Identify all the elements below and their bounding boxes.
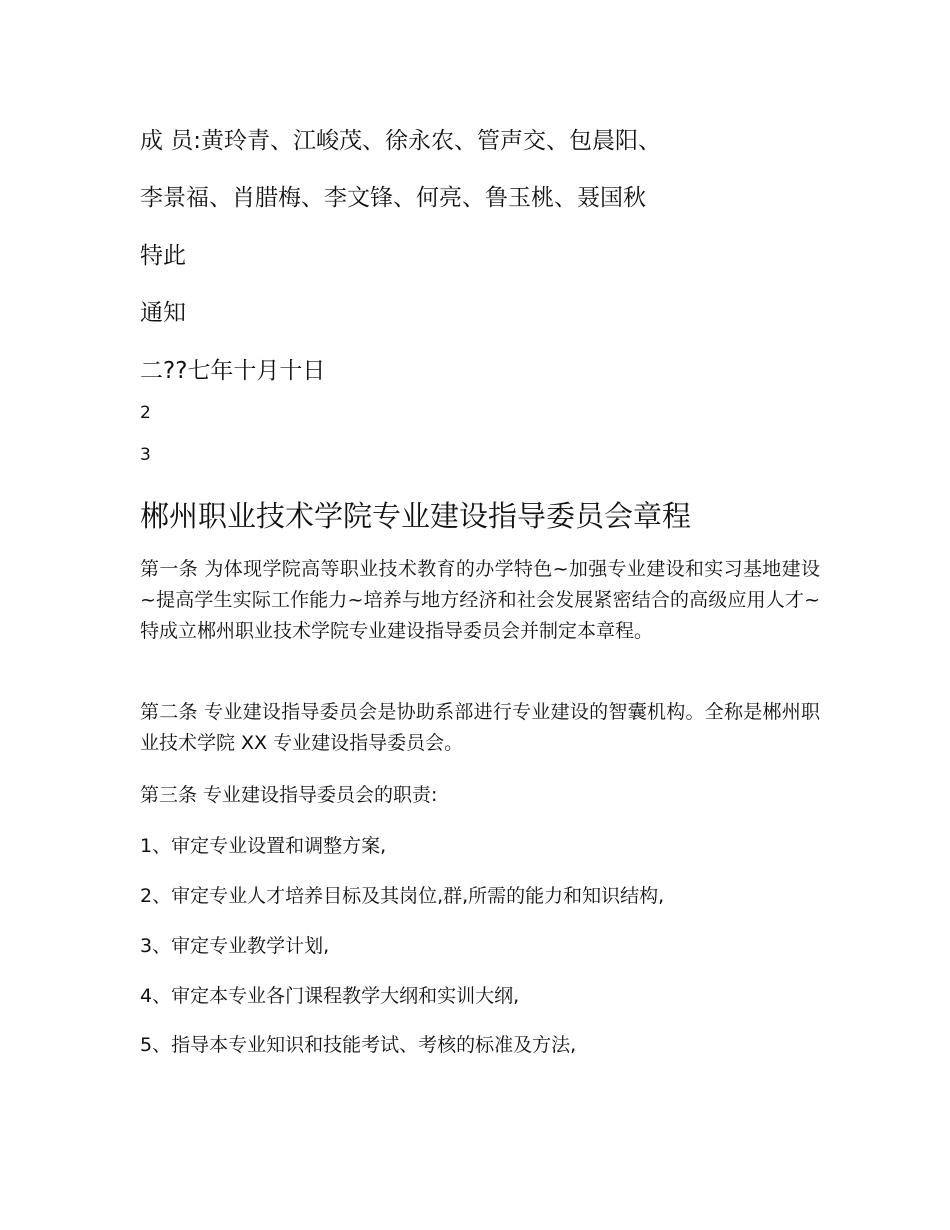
members-line-2: 李景福、肖腊梅、李文锋、何亮、鲁玉桃、聂国秋 xyxy=(140,185,646,211)
page-number-2: 2 xyxy=(140,403,151,423)
duty-item-3: 3、审定专业教学计划, xyxy=(140,935,330,957)
duty-item-5: 5、指导本专业知识和技能考试、考核的标准及方法, xyxy=(140,1034,577,1056)
members-line-1: 成 员:黄玲青、江峻茂、徐永农、管声交、包晨阳、 xyxy=(140,128,662,154)
duty-item-2: 2、审定专业人才培养目标及其岗位,群,所需的能力和知识结构, xyxy=(140,885,665,907)
notice-text-1: 特此 xyxy=(140,243,186,269)
page-number-3: 3 xyxy=(140,445,151,465)
notice-text-2: 通知 xyxy=(140,300,186,326)
date-line: 二??七年十月十日 xyxy=(140,358,326,384)
duty-item-1: 1、审定专业设置和调整方案, xyxy=(140,835,387,857)
article-1: 第一条 为体现学院高等职业技术教育的办学特色~加强专业建设和实习基地建设~提高学生实际工作能力~培养与地方经济和社会发展紧密结合的高级应用人才~特成立郴州职业技术学院专业建设指导委员会并制定本章程。 xyxy=(140,558,820,642)
duty-item-4: 4、审定本专业各门课程教学大纲和实训大纲, xyxy=(140,985,520,1007)
article-3: 第三条 专业建设指导委员会的职责: xyxy=(140,784,438,806)
article-2: 第二条 专业建设指导委员会是协助系部进行专业建设的智囊机构。全称是郴州职业技术学院 XX 专业建设指导委员会。 xyxy=(140,701,820,754)
charter-title: 郴州职业技术学院专业建设指导委员会章程 xyxy=(140,499,692,533)
